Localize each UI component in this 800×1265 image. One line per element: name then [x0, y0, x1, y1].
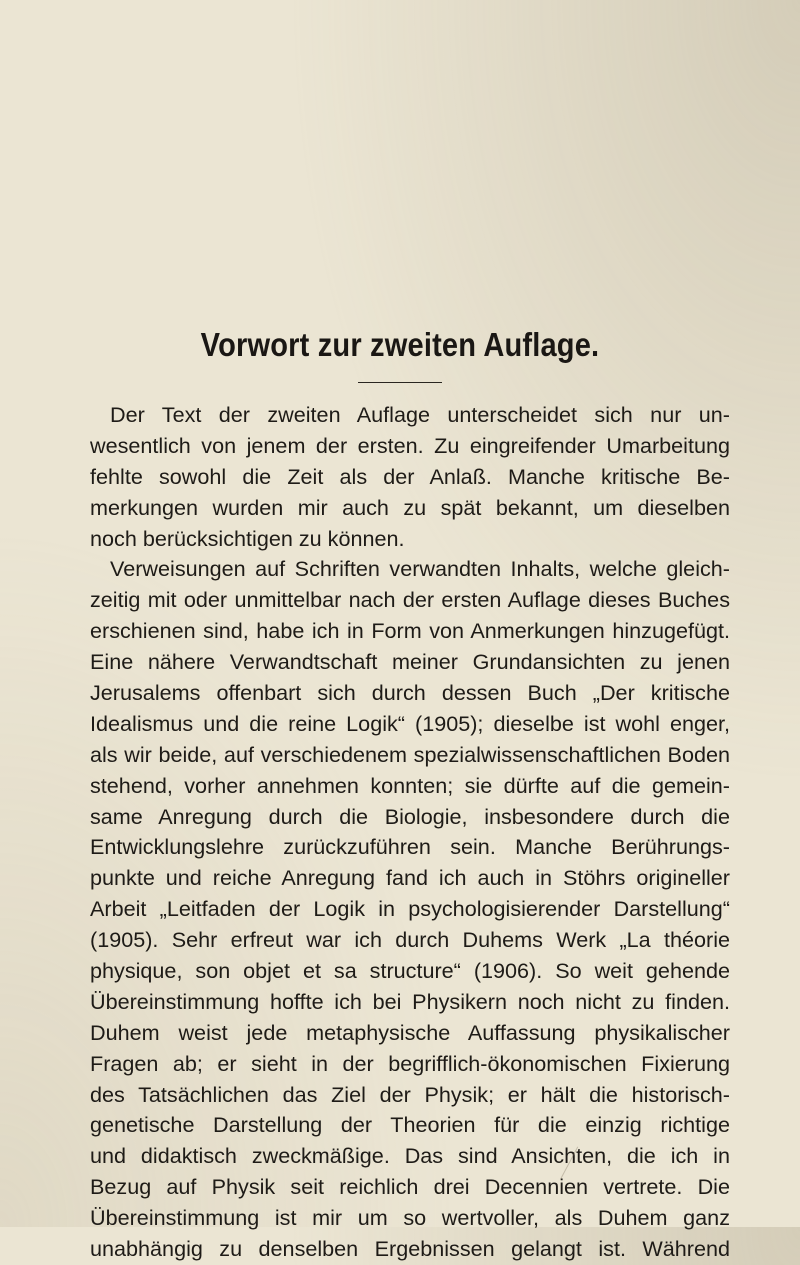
- title-divider: [358, 382, 442, 383]
- text-line: Bezug auf Physik seit reichlich drei Decennien vertrete. Die: [90, 1174, 730, 1200]
- text-line: (1905). Sehr erfreut war ich durch Duhems Werk „La théorie: [90, 927, 730, 953]
- text-line: punkte und reiche Anregung fand ich auch in Stöhrs origineller: [90, 865, 730, 891]
- preface-text: [90, 400, 730, 1265]
- text-line: erschienen sind, habe ich in Form von Anmerkungen hinzugefügt.: [90, 618, 730, 644]
- text-line: genetische Darstellung der Theorien für die einzig richtige: [90, 1112, 730, 1138]
- text-line: Idealismus und die reine Logik“ (1905); dieselbe ist wohl enger,: [90, 710, 730, 736]
- text-line: Übereinstimmung ist mir um so wertvoller, als Duhem ganz: [90, 1205, 730, 1231]
- text-line: wesentlich von jenem der ersten. Zu eingreifender Umarbeitung: [90, 432, 730, 458]
- text-line: Duhem weist jede metaphysische Auffassung physikalischer: [90, 1019, 730, 1045]
- text-line: Der Text der zweiten Auflage unterscheidet sich nur un-: [110, 402, 730, 427]
- text-line: unabhängig zu denselben Ergebnissen gelangt ist. Während: [90, 1236, 730, 1262]
- text-line: Jerusalems offenbart sich durch dessen Buch „Der kritische: [90, 680, 730, 706]
- text-line: als wir beide, auf verschiedenem spezialwissenschaftlichen Boden: [90, 741, 730, 767]
- text-line: same Anregung durch die Biologie, insbesondere durch die: [90, 803, 730, 829]
- text-line: Eine nähere Verwandtschaft meiner Grundansichten zu jenen: [90, 649, 730, 675]
- text-line: physique, son objet et sa structure“ (1906). So weit gehende: [90, 958, 730, 984]
- text-line: merkungen wurden mir auch zu spät bekannt, um dieselben: [90, 494, 730, 520]
- text-line: des Tatsächlichen das Ziel der Physik; er hält die historisch-: [90, 1081, 730, 1107]
- page-title: Vorwort zur zweiten Auflage.: [200, 326, 600, 363]
- text-line: noch berücksichtigen zu können.: [90, 525, 405, 551]
- text-line: und didaktisch zweckmäßige. Das sind Ansichten, die ich in: [90, 1143, 730, 1169]
- text-line: Übereinstimmung hoffte ich bei Physikern noch nicht zu finden.: [90, 988, 730, 1014]
- text-line: fehlte sowohl die Zeit als der Anlaß. Manche kritische Be-: [90, 463, 730, 489]
- text-line: zeitig mit oder unmittelbar nach der ersten Auflage dieses Buches: [90, 587, 730, 613]
- text-line: Arbeit „Leitfaden der Logik in psychologisierender Darstellung“: [90, 896, 730, 922]
- text-line: stehend, vorher annehmen konnten; sie dürfte auf die gemein-: [90, 772, 730, 798]
- text-line: Verweisungen auf Schriften verwandten Inhalts, welche gleich-: [110, 556, 730, 582]
- text-line: Entwicklungslehre zurückzuführen sein. Manche Berührungs-: [90, 834, 730, 860]
- text-line: Fragen ab; er sieht in der begrifflich-ökonomischen Fixierung: [90, 1050, 730, 1076]
